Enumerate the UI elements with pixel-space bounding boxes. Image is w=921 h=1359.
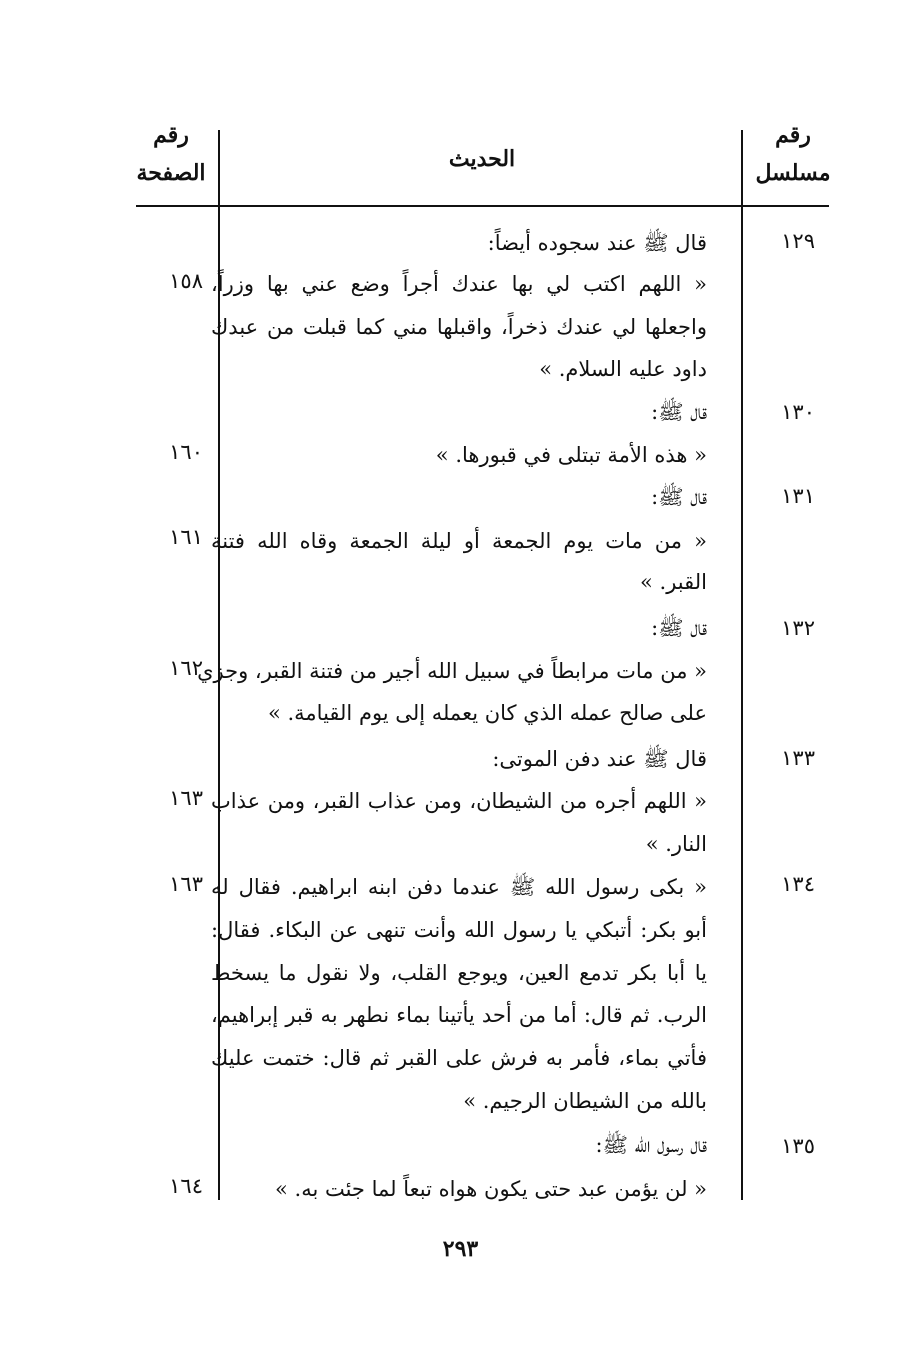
header-serial-line2: مسلسل [755, 160, 831, 186]
hadith-line: القبر. » [640, 570, 707, 594]
header-page-line2: الصفحة [136, 160, 206, 186]
header-rule [136, 205, 829, 207]
page-number: ١٦٣ [169, 872, 203, 896]
page-number: ١٦٢ [169, 656, 203, 680]
hadith-line: النار. » [645, 832, 707, 856]
hadith-line: قال ﷺ: [651, 485, 707, 509]
serial-number: ١٣٣ [781, 746, 815, 770]
hadith-line: أبو بكر: أتبكي يا رسول الله وأنت تنهى عن البكاء. فقال: [211, 918, 707, 942]
header-serial [748, 116, 838, 192]
hadith-line: داود عليه السلام. » [539, 357, 707, 381]
hadith-line: « هذه الأمة تبتلى في قبورها. » [435, 443, 707, 467]
header-hadith: الحديث [448, 146, 516, 172]
header-page-line1: رقم [153, 122, 189, 148]
hadith-line: « اللهم أجره من الشيطان، ومن عذاب القبر، ومن عذاب [211, 789, 707, 813]
hadith-line: الرب. ثم قال: أما من أحد يأتينا بماء نطهر به قبر إبراهيم، [211, 1003, 707, 1027]
hadith-line: يا أبا بكر تدمع العين، ويوجع القلب، ولا نقول ما يسخط [211, 961, 707, 985]
hadith-line: « بكى رسول الله ﷺ عندما دفن ابنه ابراهيم. فقال له [211, 875, 707, 899]
hadith-line: بالله من الشيطان الرجيم. » [463, 1089, 707, 1113]
page-number: ١٥٨ [169, 269, 203, 293]
serial-number: ١٣٠ [781, 400, 815, 424]
page-number: ١٦٣ [169, 786, 203, 810]
hadith-line: قال رسول الله ﷺ: [595, 1133, 707, 1157]
column-divider-right [741, 130, 743, 1200]
page-number: ١٦٠ [169, 440, 203, 464]
hadith-line: واجعلها لي عندك ذخراً، واقبلها مني كما قبلت من عبدك [211, 315, 707, 339]
footer-page-number: ٢٩٣ [442, 1236, 479, 1262]
hadith-line: « لن يؤمن عبد حتى يكون هواه تبعاً لما جئت به. » [275, 1177, 707, 1201]
page-number: ١٦١ [169, 525, 203, 549]
serial-number: ١٣١ [781, 484, 815, 508]
serial-number: ١٢٩ [781, 229, 815, 253]
hadith-line: قال ﷺ عند سجوده أيضاً: [487, 231, 707, 255]
hadith-line: « من مات مرابطاً في سبيل الله أجير من فتنة القبر، وجزي [197, 659, 707, 683]
hadith-line: « من مات يوم الجمعة أو ليلة الجمعة وقاه الله فتنة [211, 529, 707, 553]
serial-number: ١٣٢ [781, 616, 815, 640]
serial-number: ١٣٤ [781, 872, 815, 896]
hadith-line: على صالح عمله الذي كان يعمله إلى يوم القيامة. » [267, 701, 707, 725]
hadith-line: « اللهم اكتب لي بها عندك أجراً وضع عني بها وزراً، [211, 272, 707, 296]
serial-number: ١٣٥ [781, 1134, 815, 1158]
header-serial-line1: رقم [775, 122, 811, 148]
header-page [126, 116, 216, 192]
hadith-line: قال ﷺ: [651, 400, 707, 424]
hadith-line: فأتي بماء، فأمر به فرش على القبر ثم قال: ختمت عليك [211, 1046, 707, 1070]
hadith-line: قال ﷺ عند دفن الموتى: [492, 747, 707, 771]
hadith-line: قال ﷺ: [651, 616, 707, 640]
page-number: ١٦٤ [169, 1174, 203, 1198]
